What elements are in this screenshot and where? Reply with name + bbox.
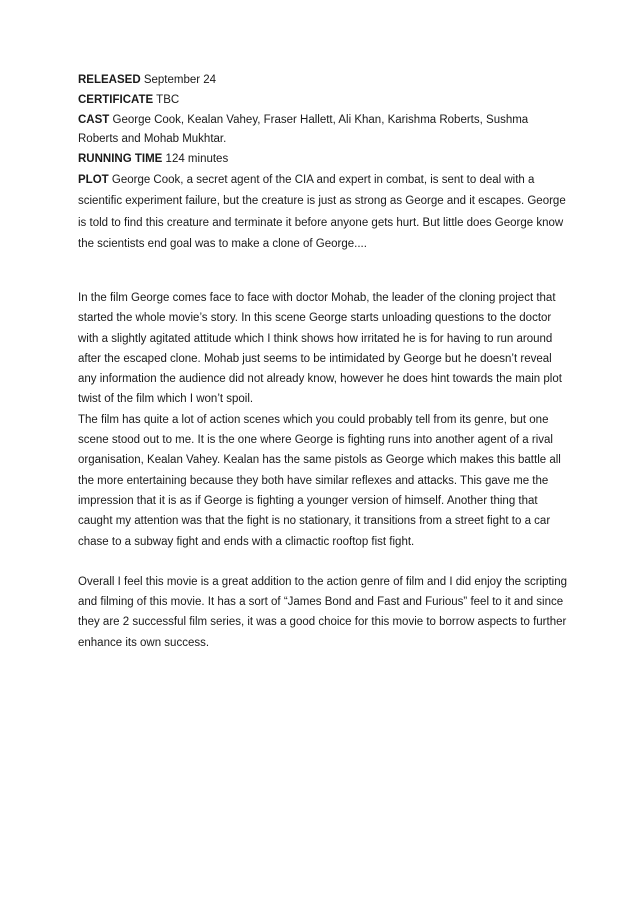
certificate-label: CERTIFICATE: [78, 93, 154, 106]
cast-row: [78, 111, 570, 151]
running-time-row: [78, 150, 570, 170]
review-paragraph-doctor-scene: In the film George comes face to face with doctor Mohab, the leader of the cloning project that started the whole movie’s story. In this scene George starts unloading questions to the doctor with a slightly agitated attitude which I think shows how irritated he is for having to run around after the escaped clone. Mohab just seems to be intimidated by George but he doesn’t reveal any information the audience did not already know, however he does hint towards the main plot twist of the film which I won’t spoil.: [78, 291, 562, 406]
cast-label: CAST: [78, 113, 110, 126]
review-paragraph-overall: Overall I feel this movie is a great addition to the action genre of film and I did enjoy the scripting and filming of this movie. It has a sort of “James Bond and Fast and Furious” feel to it and since they are 2 successful film series, it was a good choice for this movie to borrow aspects to further enhance its own success.: [78, 575, 568, 649]
released-value: September 24: [143, 74, 217, 86]
certificate-value: TBC: [156, 93, 180, 106]
running-time-value: 124 minutes: [165, 153, 229, 166]
certificate-row: [78, 91, 570, 111]
cast-value: George Cook, Kealan Vahey, Fraser Hallett, Ali Khan, Karishma Roberts, Sushma Roberts and Mohab Mukhtar.: [78, 113, 529, 146]
review-paragraph-action-scene: The film has quite a lot of action scenes which you could probably tell from its genre, but one scene stood out to me. It is the one where George is fighting runs into another agent of a rival organisation, Kealan Vahey. Kealan has the same pistols as George which makes this battle all the more entertaining because they both have similar reflexes and attacks. This gave me the impression that it is as if George is fighting a younger version of himself. Another thing that caught my attention was that the fight is no stationary, it transitions from a street fight to a car chase to a subway fight and ends with a climactic rooftop fist fight.: [78, 413, 561, 548]
plot-paragraph: [78, 170, 570, 256]
plot-text: George Cook, a secret agent of the CIA and expert in combat, is sent to deal with a scientific experiment failure, but the creature is just as strong as George and it escapes. George is told to find this creature and terminate it before anyone gets hurt. But little does George know the scientists end goal was to make a clone of George....: [78, 173, 566, 251]
plot-label: PLOT: [78, 173, 109, 186]
document-content: [78, 71, 570, 653]
released-row: [78, 71, 570, 91]
running-time-label: RUNNING TIME: [78, 153, 163, 166]
film-details: [78, 71, 570, 170]
released-label: RELEASED: [78, 74, 141, 86]
